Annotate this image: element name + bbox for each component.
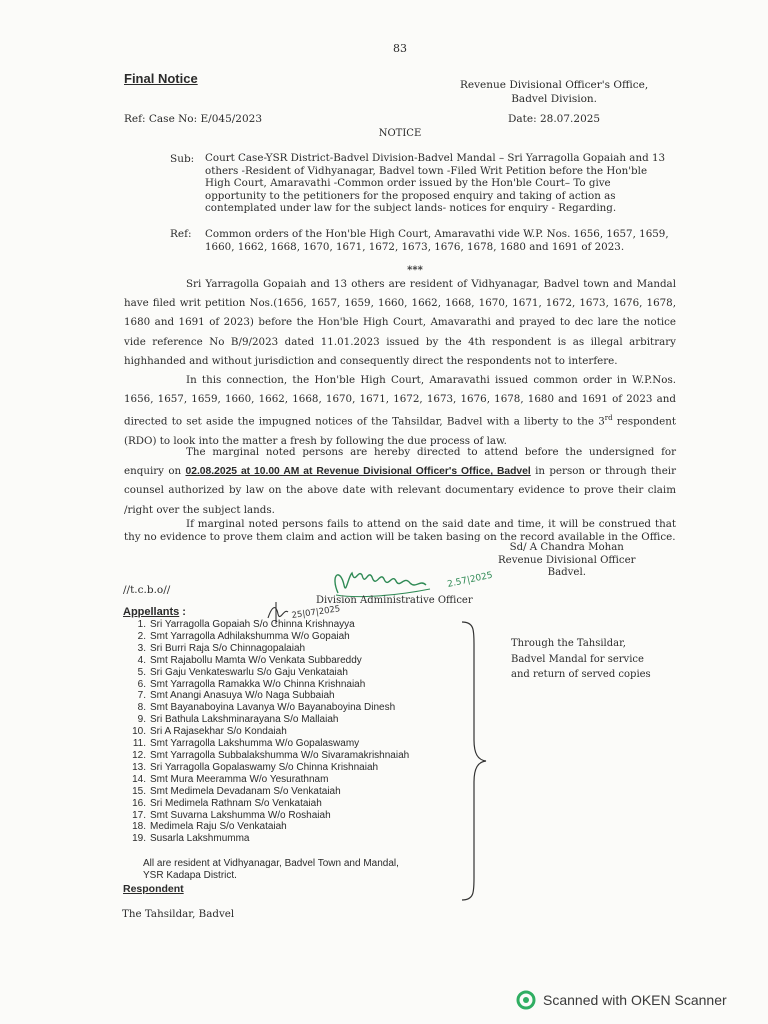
signature-date: 2.57|2025 xyxy=(446,570,494,590)
office-address xyxy=(460,78,648,106)
scanner-text: Scanned with OKEN Scanner xyxy=(543,992,727,1008)
appellants-heading-label: Appellants xyxy=(123,606,180,618)
list-item: 7. Smt Anangi Anasuya W/o Naga Subbaiah xyxy=(137,690,335,702)
list-item: 6. Smt Yarragolla Ramakka W/o Chinna Krishnaiah xyxy=(137,678,366,690)
list-item: 4. Smt Rajabollu Mamta W/o Venkata Subbareddy xyxy=(137,654,362,666)
appellants-heading-colon: : xyxy=(179,606,186,618)
tcbo-mark: //t.c.b.o// xyxy=(123,584,171,596)
paragraph-2-sup: rd xyxy=(604,414,613,423)
case-reference: Ref: Case No: E/045/2023 xyxy=(124,113,263,125)
paragraph-4-text: If marginal noted persons fails to attend on the said date and time, it will be construed that thy no evidence to prove them claim and action will be taken basing on the record available in the Office. xyxy=(124,518,676,543)
oken-logo-icon xyxy=(516,990,536,1010)
paragraph-2-text: In this connection, the Hon'ble High Court, Amaravathi issued common order in W.P.Nos. 1656, 1657, 1659, 1660, 1662, 1668, 1670, 1671, 1672, 1673, 1676, 1678, 1680 and 1691 of 2023 and directed to set aside the impugned notices of the Tahsildar, Badvel with a liberty to the 3 xyxy=(124,374,676,428)
initials-date: 25|07|2025 xyxy=(291,604,341,621)
page-number: 83 xyxy=(393,42,407,55)
service-note xyxy=(511,636,651,683)
paragraph-3-text-end: in person or through their counsel authorized by law on the above date with relevant documentary evidence to prove their claim /right over the subject lands. xyxy=(124,465,677,516)
list-item: 18. Medimela Raju S/o Venkataiah xyxy=(132,821,287,833)
signature-block xyxy=(498,542,636,580)
paragraph-3 xyxy=(124,443,676,520)
list-item: 13. Sri Yarragolla Gopalaswamy S/o Chinna Krishnaiah xyxy=(132,761,379,773)
list-item: 15. Smt Medimela Devadanam S/o Venkataiah xyxy=(132,785,341,797)
subject-text: Court Case-YSR District-Badvel Division-Badvel Mandal – Sri Yarragolla Gopaiah and 13 others -Resident of Vidhyanagar, Badvel town -Filed Writ Petition before the Hon'ble High Court, Amaravathi -Common order issued by the Hon'ble Court– To give opportunity to the petitioners for the proposed enquiry and taking of action as contemplated under law for the subject lands- notices for enquiry - Regarding. xyxy=(205,152,666,215)
paragraph-3-text: The marginal noted persons are hereby directed to attend before the undersigned for enquiry on xyxy=(124,446,676,478)
list-item: 1. Sri Yarragolla Gopaiah S/o Chinna Krishnayya xyxy=(137,619,355,630)
service-note-line-2: Badvel Mandal for service xyxy=(511,653,644,665)
list-item: 10. Sri A Rajasekhar S/o Kondaiah xyxy=(132,726,287,738)
paragraph-4 xyxy=(124,518,676,543)
list-item: 14. Smt Mura Meeramma W/o Yesurathnam xyxy=(132,773,329,785)
office-line-2: Badvel Division. xyxy=(511,93,597,105)
appellants-list xyxy=(122,619,409,845)
signature-place: Badvel. xyxy=(547,567,586,579)
list-item: 19. Susarla Lakshmumma xyxy=(132,833,250,845)
paragraph-2-text-end: respondent (RDO) to look into the matter a fresh by following the due process of law. xyxy=(124,415,676,448)
list-item: 2. Smt Yarragolla Adhilakshumma W/o Gopaiah xyxy=(137,630,350,642)
respondent-name: The Tahsildar, Badvel xyxy=(122,908,235,920)
reference-text: Common orders of the Hon'ble High Court, Amaravathi vide W.P. Nos. 1656, 1657, 1659, 1660, 1662, 1668, 1670, 1671, 1672, 1673, 1676, 1678, 1680 and 1691 of 2023. xyxy=(205,228,669,253)
residents-line-1: All are resident at Vidhyanagar, Badvel Town and Mandal, xyxy=(143,858,399,869)
residents-note xyxy=(143,858,399,882)
notice-date: Date: 28.07.2025 xyxy=(508,113,601,125)
paragraph-1 xyxy=(124,275,676,371)
list-item: 11. Smt Yarragolla Lakshumma W/o Gopalaswamy xyxy=(132,738,360,750)
subject-label: Sub: xyxy=(170,153,195,165)
list-item: 3. Sri Burri Raja S/o Chinnagopalaiah xyxy=(137,642,306,654)
list-item: 17. Smt Suvarna Lakshumma W/o Roshaiah xyxy=(132,809,331,821)
signature-name: Sd/ A Chandra Mohan xyxy=(509,542,624,553)
service-note-line-3: and return of served copies xyxy=(511,669,651,680)
signature-designation: Revenue Divisional Officer xyxy=(498,554,636,566)
scanner-watermark xyxy=(516,990,727,1010)
paragraph-1-text: Sri Yarragolla Gopaiah and 13 others are resident of Vidhyanagar, Badvel town and Mandal have filed writ petition Nos.(1656, 1657, 1659, 1660, 1662, 1668, 1670, 1671, 1672, 1673, 1676, 1678, 1680 and 1691 of 2023) before the Hon'ble High Court, Amavarathi and prayed to dec lare the notice vide reference No B/9/2023 dated 11.01.2023 issued by the 4th respondent is as illegal arbitrary highhanded and without jurisdiction and consequently direct the respondents not to interfere. xyxy=(124,278,676,367)
list-item: 8. Smt Bayanaboyina Lavanya W/o Bayanaboyina Dinesh xyxy=(137,702,396,714)
list-item: 16. Sri Medimela Rathnam S/o Venkataiah xyxy=(132,797,322,809)
appellants-heading xyxy=(123,606,186,618)
respondent-heading: Respondent xyxy=(123,883,184,895)
curly-brace xyxy=(456,620,492,902)
reference-label: Ref: xyxy=(170,228,192,240)
separator: *** xyxy=(407,265,423,276)
division-administrative-officer: Division Administrative Officer xyxy=(316,595,473,606)
residents-line-2: YSR Kadapa District. xyxy=(143,869,237,881)
list-item: 9. Sri Bathula Lakshminarayana S/o Mallaiah xyxy=(137,714,339,726)
service-note-line-1: Through the Tahsildar, xyxy=(511,638,626,649)
document-title: Final Notice xyxy=(124,71,198,86)
paragraph-2 xyxy=(124,371,676,451)
notice-heading: NOTICE xyxy=(378,128,422,139)
list-item: 12. Smt Yarragolla Subbalakshumma W/o Sivaramakrishnaiah xyxy=(132,749,410,761)
hearing-date-location: 02.08.2025 at 10.00 AM at Revenue Divisional Officer's Office, Badvel xyxy=(185,466,531,478)
list-item: 5. Sri Gaju Venkateswarlu S/o Gaju Venkataiah xyxy=(137,666,348,678)
office-line-1: Revenue Divisional Officer's Office, xyxy=(460,79,649,91)
